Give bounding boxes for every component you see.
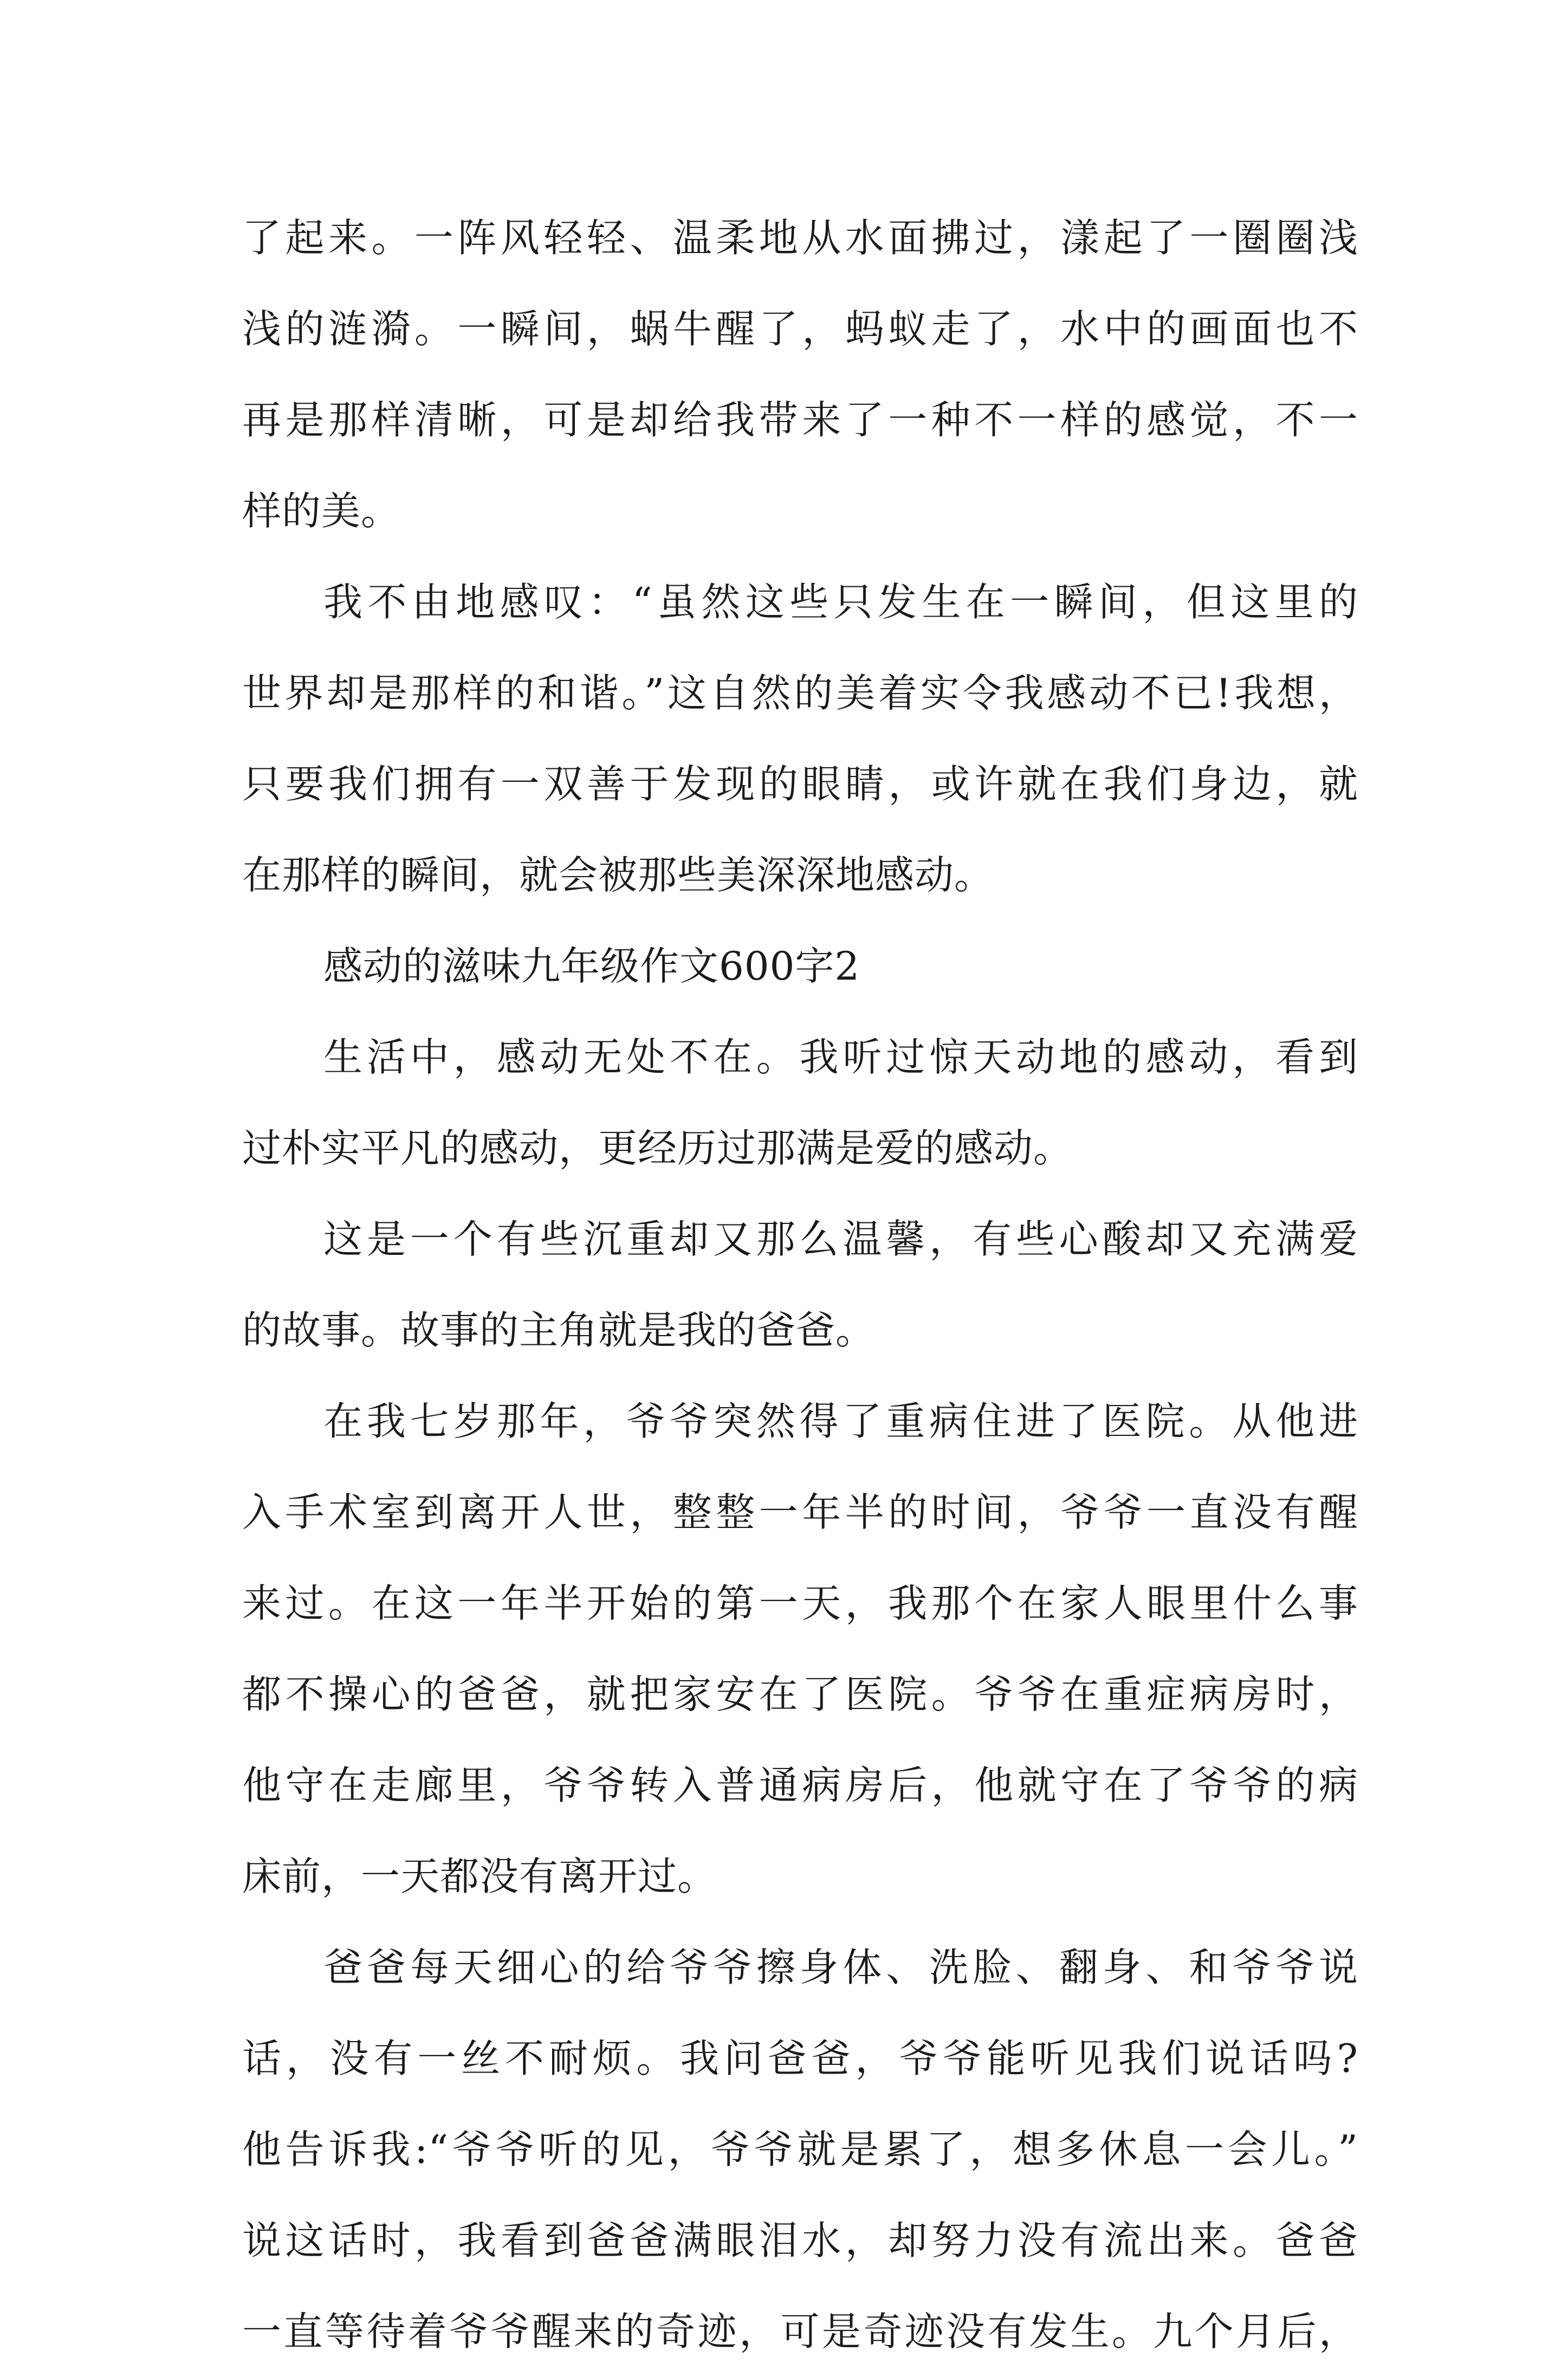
text-line: 在我七岁那年，爷爷突然得了重病住进了医院。从他进: [323, 1398, 1358, 1444]
text-line: 过朴实平凡的感动，更经历过那满是爱的感动。: [242, 1125, 1073, 1171]
text-line: 爸爸每天细心的给爷爷擦身体、洗脸、翻身、和爷爷说: [323, 1945, 1358, 1990]
text-line: 再是那样清晰，可是却给我带来了一种不一样的感觉，不一: [242, 397, 1358, 443]
text-line: 了起来。一阵风轻轻、温柔地从水面拂过，漾起了一圈圈浅: [242, 215, 1358, 261]
text-line: 浅的涟漪。一瞬间，蜗牛醒了，蚂蚁走了，水中的画面也不: [242, 306, 1358, 352]
text-line: 他告诉我:“爷爷听的见，爷爷就是累了，想多休息一会儿。”: [242, 2127, 1358, 2172]
text-line: 这是一个有些沉重却又那么温馨，有些心酸却又充满爱: [323, 1216, 1358, 1262]
text-line: 生活中，感动无处不在。我听过惊天动地的感动，看到: [323, 1034, 1358, 1080]
text-line: 我不由地感叹：“虽然这些只发生在一瞬间，但这里的: [323, 579, 1358, 625]
text-line: 说这话时，我看到爸爸满眼泪水，却努力没有流出来。爸爸: [242, 2218, 1358, 2263]
text-line: 来过。在这一年半开始的第一天，我那个在家人眼里什么事: [242, 1581, 1358, 1626]
text-line: 一直等待着爷爷醒来的奇迹，可是奇迹没有发生。九个月后，: [242, 2309, 1358, 2354]
text-line: 都不操心的爸爸，就把家安在了医院。爷爷在重症病房时，: [242, 1672, 1358, 1717]
text-line: 在那样的瞬间，就会被那些美深深地感动。: [242, 852, 994, 898]
text-line: 样的美。: [242, 488, 401, 534]
text-line: 床前，一天都没有离开过。: [242, 1854, 717, 1899]
text-line: 入手术室到离开人世，整整一年半的时间，爷爷一直没有醒: [242, 1489, 1358, 1535]
text-line: 他守在走廊里，爷爷转入普通病房后，他就守在了爷爷的病: [242, 1763, 1358, 1808]
document-body: [242, 192, 1358, 2377]
section-heading: 感动的滋味九年级作文600字2: [323, 943, 860, 989]
text-line: 只要我们拥有一双善于发现的眼睛，或许就在我们身边，就: [242, 761, 1358, 807]
text-line: 话，没有一丝不耐烦。我问爸爸，爷爷能听见我们说话吗?: [242, 2036, 1358, 2081]
text-line: 世界却是那样的和谐。”这自然的美着实令我感动不已!我想，: [242, 670, 1358, 716]
text-line: 的故事。故事的主角就是我的爸爸。: [242, 1307, 876, 1353]
